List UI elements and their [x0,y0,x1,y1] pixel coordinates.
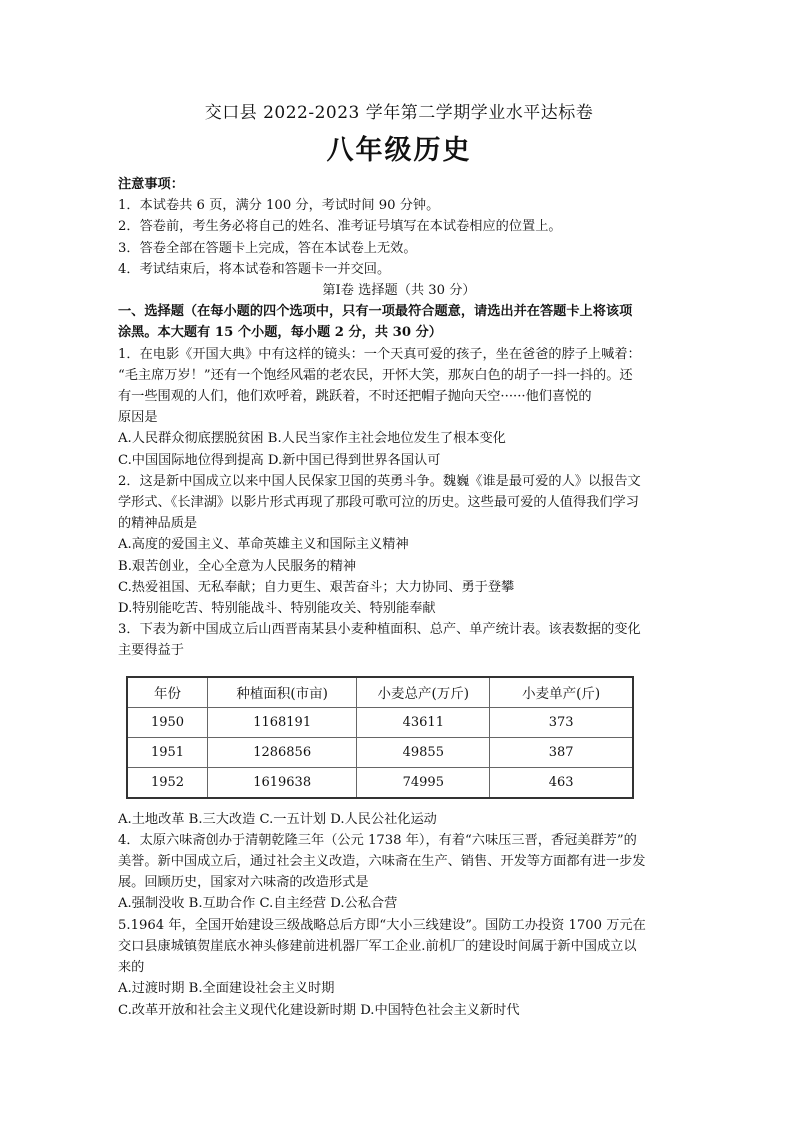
section-instruction: 涂黑。本大题有 15 个小题，每小题 2 分，共 30 分） [118,325,442,341]
table-cell: 74995 [357,767,490,798]
question-3-text: 3．下表为新中国成立后山西晋南某县小麦种植面积、总产、单产统计表。该表数据的变化 [118,622,641,638]
question-2-text: 2．这是新中国成立以来中国人民保家卫国的英勇斗争。魏巍《谁是最可爱的人》以报告文 [118,473,641,489]
question-2-option: A.高度的爱国主义、革命英雄主义和国际主义精神 [118,537,409,553]
table-header-cell: 小麦总产(万斤) [357,677,490,708]
exam-title: 交口县 2022-2023 学年第二学期学业水平达标卷 [204,103,594,123]
question-5-option: C.改革开放和社会主义现代化建设新时期 D.中国特色社会主义新时代 [118,1002,520,1018]
table-cell: 1952 [127,767,208,798]
question-5-text: 5.1964 年，全国开始建设三级战略总后方即“大小三线建设”。国防工办投资 1700 万元在 [118,917,646,933]
table-row [127,737,633,767]
question-1-text: 1．在电影《开国大典》中有这样的镜头：一个天真可爱的孩子，坐在爸爸的脖子上喊着： [118,346,641,362]
table-cell: 1619638 [208,767,357,798]
part-title: 第Ⅰ卷 选择题（共 30 分） [322,283,476,299]
question-2-option: C.热爱祖国、无私奉献；自力更生、艰苦奋斗；大力协同、勇于登攀 [118,579,515,595]
table-row [127,767,633,798]
table-header-cell: 小麦单产(斤) [490,677,633,708]
question-4-text: 展。回顾历史，国家对六味斋的改造形式是 [118,875,369,891]
table-cell: 1168191 [208,707,357,737]
wheat-statistics-table [126,676,634,799]
question-4-option: A.强制没收 B.互助合作 C.自主经营 D.公私合营 [118,896,398,912]
question-5-text: 来的 [118,960,145,976]
notice-heading: 注意事项： [118,177,184,192]
exam-subject: 八年级历史 [326,135,472,166]
table-cell: 1286856 [208,737,357,767]
table-cell: 43611 [357,707,490,737]
question-1-text: “毛主席万岁！”还有一个饱经风霜的老农民，开怀大笑，那灰白色的胡子一抖一抖的。还 [118,367,633,383]
table-header-cell: 种植面积(市亩) [208,677,357,708]
question-1-option: A.人民群众彻底摆脱贫困 B.人民当家作主社会地位发生了根本变化 [118,431,506,447]
table-header-row [127,677,633,708]
table-cell: 373 [490,707,633,737]
question-2-text: 的精神品质是 [118,516,198,532]
exam-page [118,100,680,1021]
question-2-option: D.特别能吃苦、特别能战斗、特别能攻关、特别能奉献 [118,601,436,617]
table-cell: 49855 [357,737,490,767]
notice-item: 1．本试卷共 6 页，满分 100 分，考试时间 90 分钟。 [118,198,440,214]
question-5-text: 交口县康城镇贺崖底水神头修建前进机器厂军工企业.前机厂的建设时间属于新中国成立以 [118,938,637,954]
question-1-option: C.中国国际地位得到提高 D.新中国已得到世界各国认可 [118,452,441,468]
question-3-text: 主要得益于 [118,643,184,659]
section-instruction: 一、选择题（在每小题的四个选项中，只有一项最符合题意，请选出并在答题卡上将该项 [118,304,633,320]
question-1-text: 原因是 [118,410,158,426]
question-2-text: 学形式、《长津湖》以影片形式再现了那段可歌可泣的历史。这些最可爱的人值得我们学习 [118,495,639,511]
notice-item: 2．答卷前，考生务必将自己的姓名、准考证号填写在本试卷相应的位置上。 [118,219,562,235]
question-1-text: 有一些围观的人们，他们欢呼着，跳跃着，不时还把帽子抛向天空······他们喜悦的 [118,389,592,405]
table-cell: 1950 [127,707,208,737]
question-4-text: 4．太原六味斋创办于清朝乾隆三年（公元 1738 年），有着“六味压三晋，香冠美群芳”的 [118,832,637,848]
table-cell: 1951 [127,737,208,767]
notice-item: 3．答卷全部在答题卡上完成，答在本试卷上无效。 [118,240,417,256]
question-3-option: A.土地改革 B.三大改造 C.一五计划 D.人民公社化运动 [118,811,437,827]
question-5-option: A.过渡时期 B.全面建设社会主义时期 [118,981,335,997]
notice-item: 4．考试结束后，将本试卷和答题卡一并交回。 [118,261,391,277]
table-row [127,707,633,737]
table-cell: 463 [490,767,633,798]
table-cell: 387 [490,737,633,767]
question-2-option: B.艰苦创业，全心全意为人民服务的精神 [118,558,357,574]
table-header-cell: 年份 [127,677,208,708]
question-4-text: 美誉。新中国成立后，通过社会主义改造，六味斋在生产、销售、开发等方面都有进一步发 [118,854,646,870]
